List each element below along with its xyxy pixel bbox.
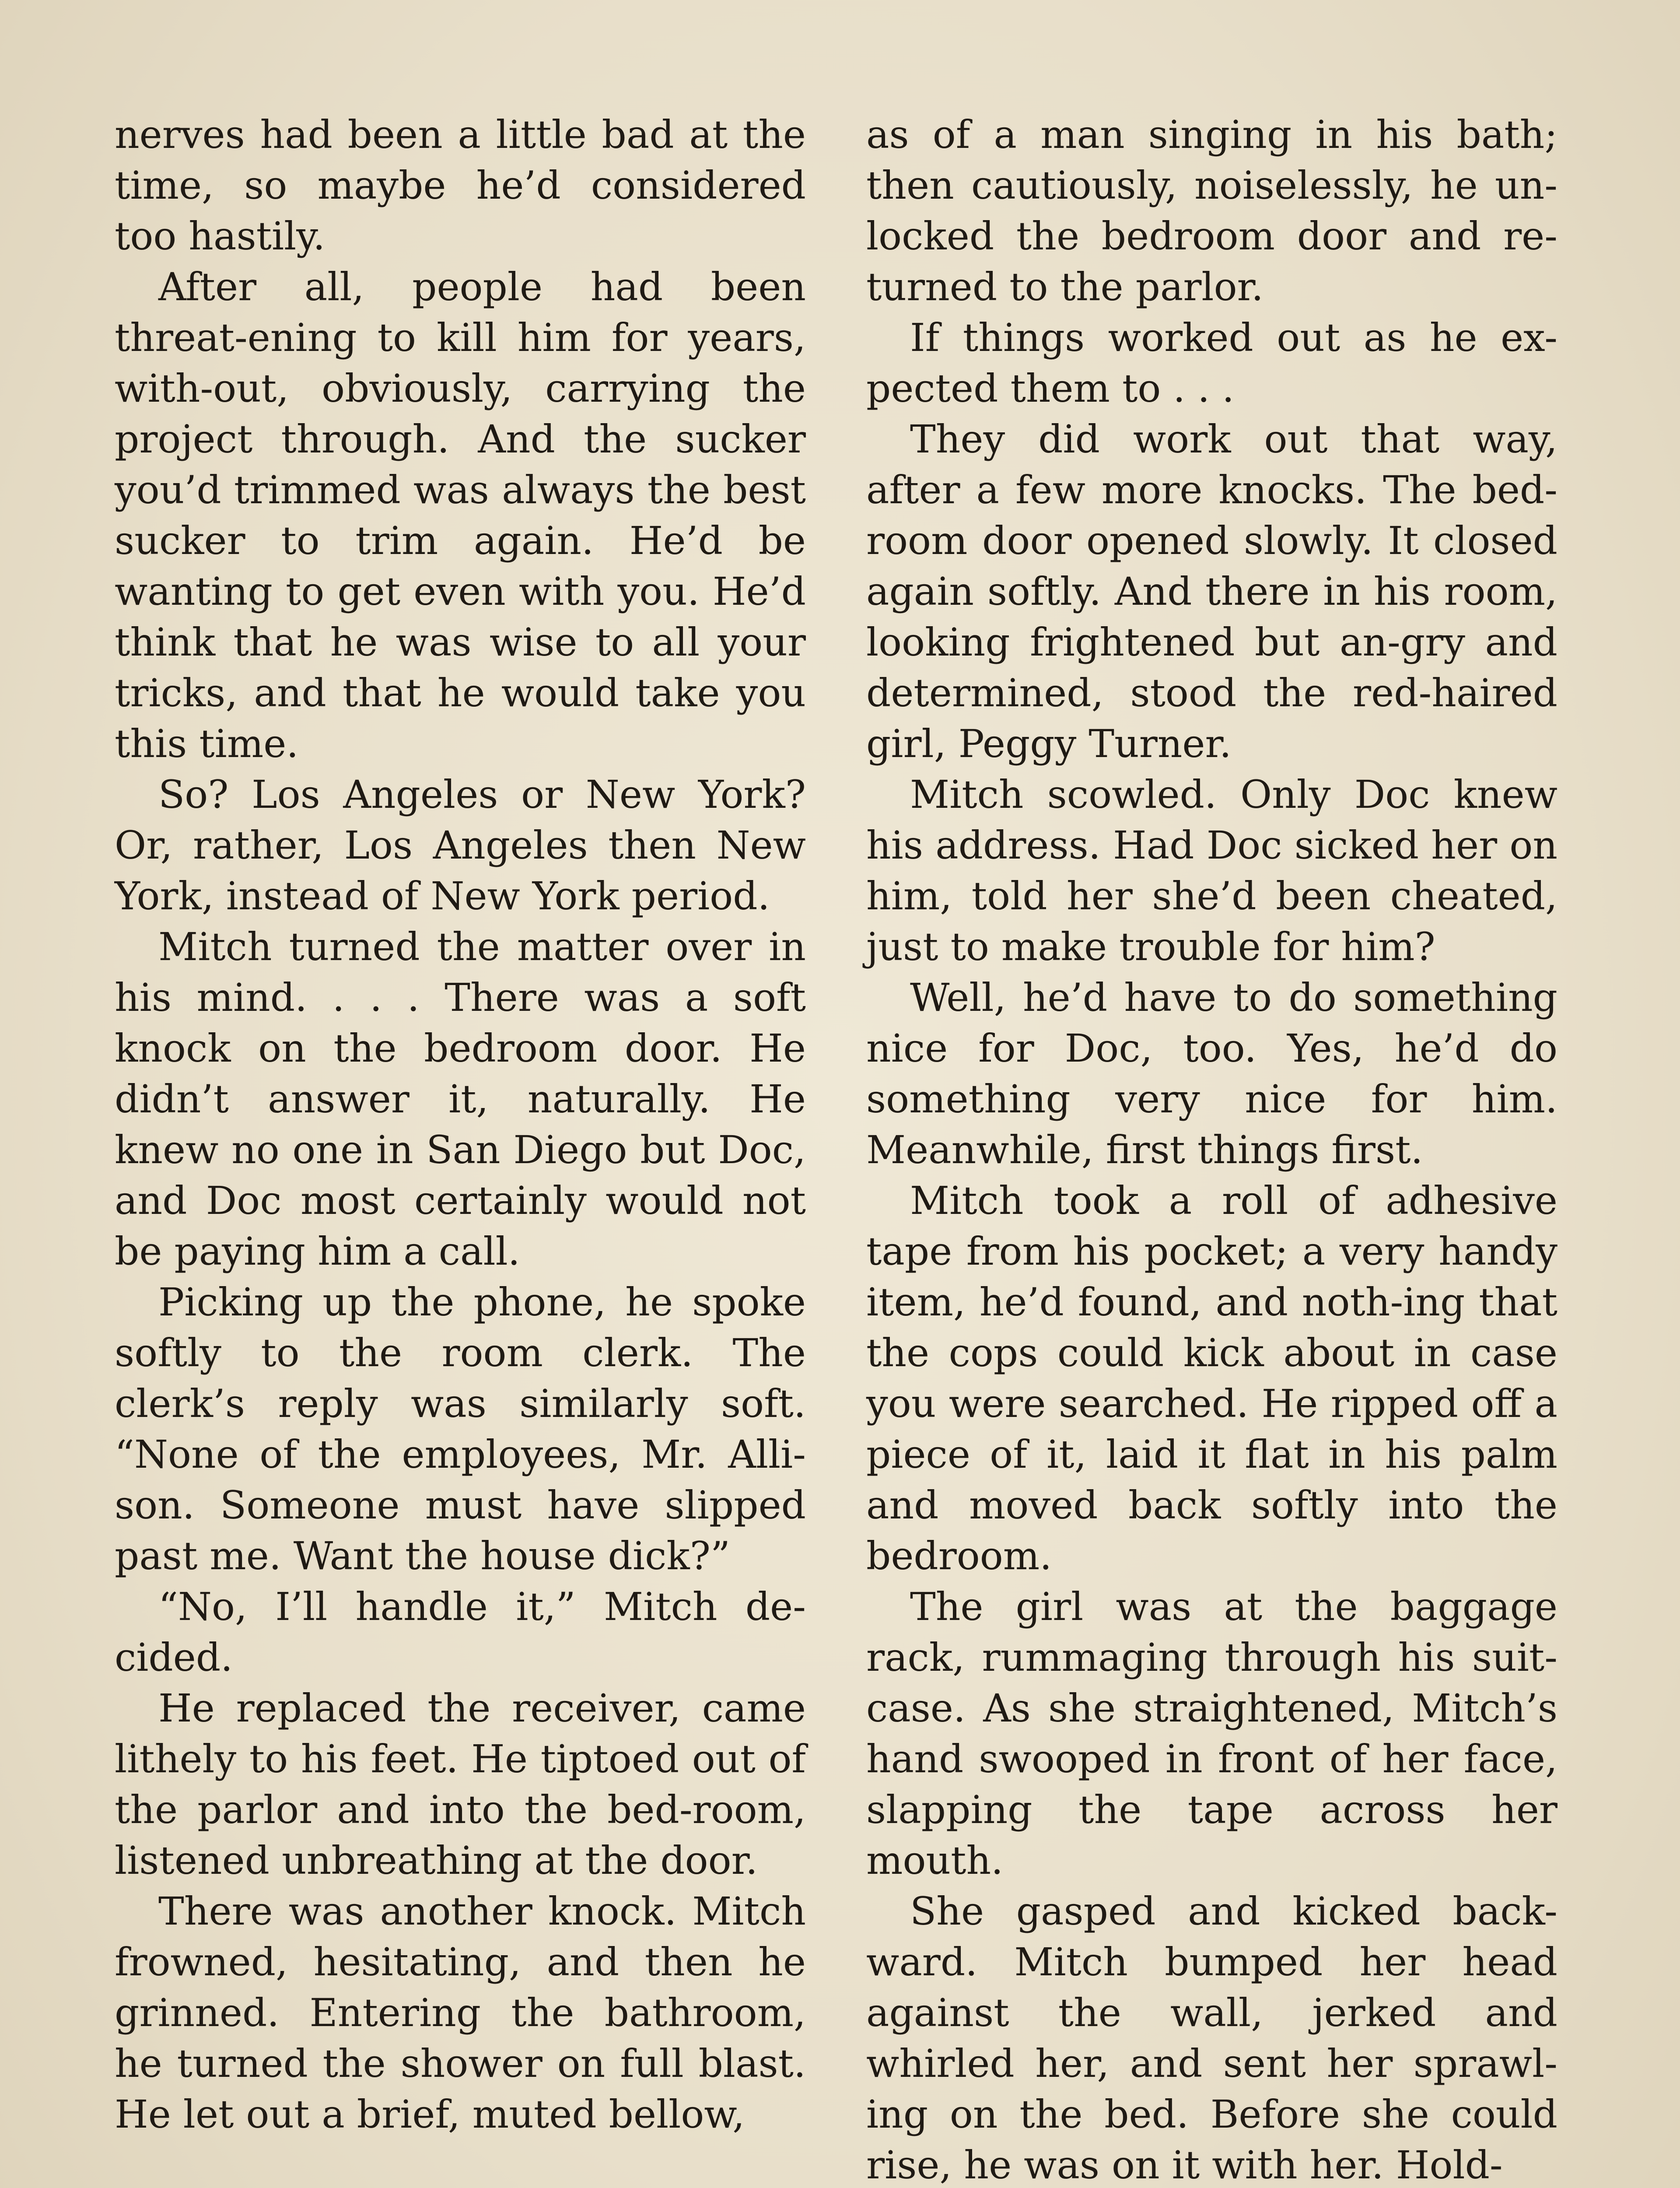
paragraph: He replaced the receiver, came lithely to his feet. He tiptoed out of the parlor and into the bed-room, listened unbreathing at the door.: [115, 1686, 806, 1883]
left-text-column: [115, 109, 806, 2140]
paragraph: Mitch turned the matter over in his mind. . . . There was a soft knock on the bedroom door. He didn’t answer it, naturally. He knew no one in San Diego but Doc, and Doc most certainly would not be paying him a call.: [115, 924, 806, 1274]
paragraph: “No, I’ll handle it,” Mitch de-cided.: [115, 1584, 806, 1680]
paragraph: Picking up the phone, he spoke softly to the room clerk. The clerk’s reply was similarly soft. “None of the employees, Mr. Alli-son. Someone must have slipped past me. Want the house dick?”: [115, 1280, 806, 1578]
paragraph: Well, he’d have to do something nice for Doc, too. Yes, he’d do something very nice for him. Meanwhile, first things first.: [866, 975, 1558, 1172]
paragraph: If things worked out as he ex-pected them to . . .: [866, 315, 1558, 411]
paragraph: Mitch scowled. Only Doc knew his address. Had Doc sicked her on him, told her she’d been cheated, just to make trouble for him?: [866, 772, 1558, 969]
paragraph: They did work out that way, after a few more knocks. The bed-room door opened slowly. It closed again softly. And there in his room, looking frightened but an-gry and determined, stood the red-haired girl, Peggy Turner.: [866, 417, 1558, 766]
paragraph: After all, people had been threat-ening to kill him for years, with-out, obviously, carrying the project through. And the sucker you’d trimmed was always the best sucker to trim again. He’d be wanting to get even with you. He’d think that he was wise to all your tricks, and that he would take you this time.: [115, 264, 806, 766]
right-text-column: [866, 109, 1558, 2188]
paragraph: nerves had been a little bad at the time, so maybe he’d considered too hastily.: [115, 112, 806, 259]
paragraph: Mitch took a roll of adhesive tape from his pocket; a very handy item, he’d found, and noth-ing that the cops could kick about in case you were searched. He ripped off a piece of it, laid it flat in his palm and moved back softly into the bedroom.: [866, 1178, 1558, 1578]
paragraph: She gasped and kicked back-ward. Mitch bumped her head against the wall, jerked and whirled her, and sent her sprawl-ing on the bed. Before she could rise, he was on it with her. Hold-: [866, 1889, 1558, 2188]
paragraph: The girl was at the baggage rack, rummaging through his suit-case. As she straightened, Mitch’s hand swooped in front of her face, slapping the tape across her mouth.: [866, 1584, 1558, 1883]
paragraph: So? Los Angeles or New York? Or, rather, Los Angeles then New York, instead of New York period.: [115, 772, 806, 919]
paragraph: as of a man singing in his bath; then cautiously, noiselessly, he un-locked the bedroom door and re-turned to the parlor.: [866, 112, 1558, 309]
paragraph: There was another knock. Mitch frowned, hesitating, and then he grinned. Entering the bathroom, he turned the shower on full blast. He let out a brief, muted bellow,: [115, 1889, 806, 2137]
